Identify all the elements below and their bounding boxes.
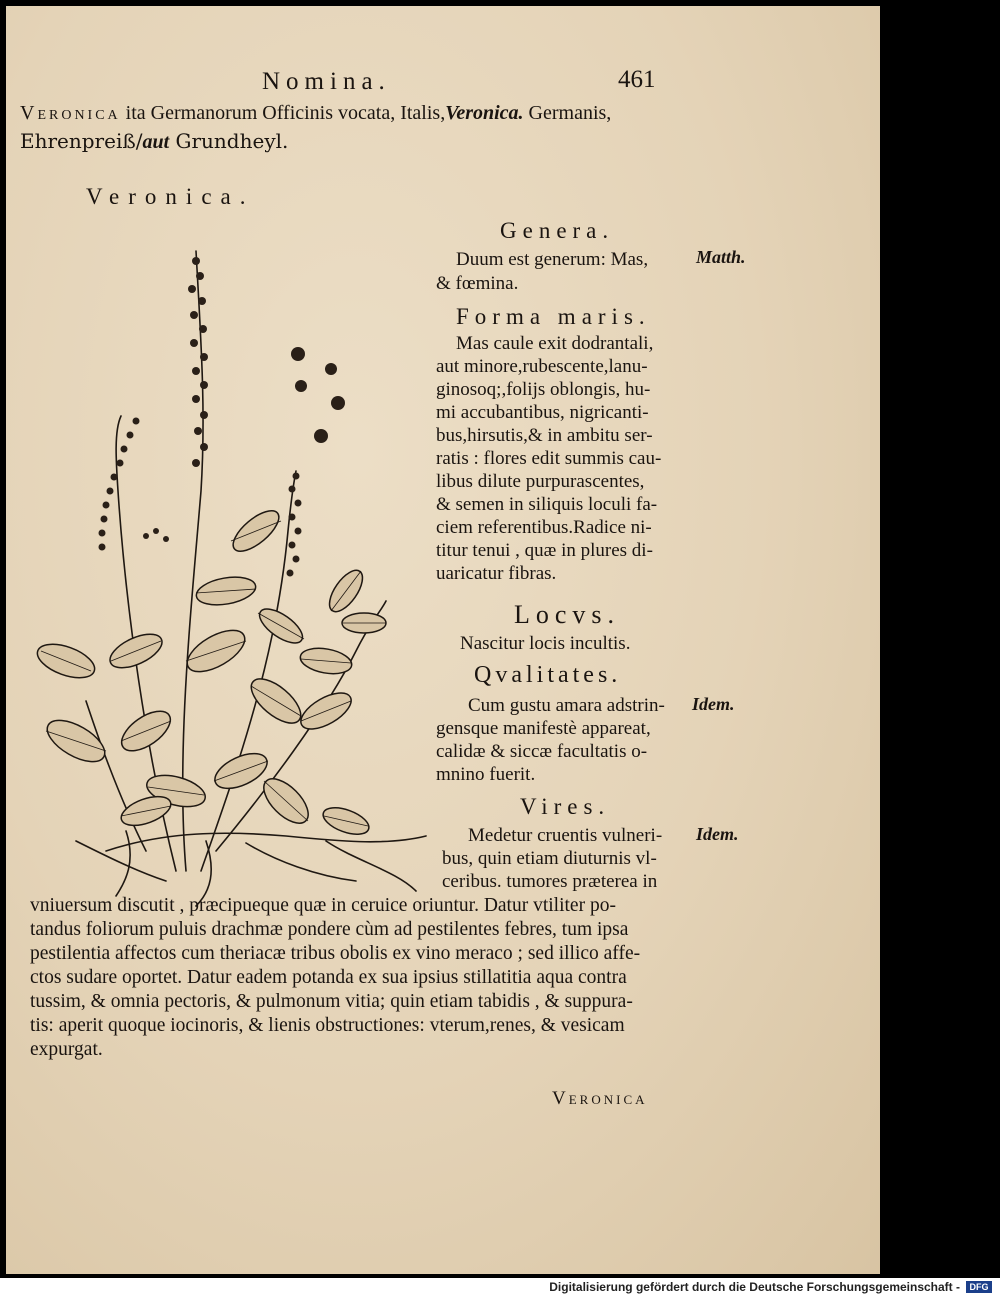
plant-title: Veronica. <box>86 184 255 209</box>
german-name: Ehrenpreiß/ <box>20 129 143 153</box>
vires-full-line: pestilentia affectos cum theriacæ tribus obolis ex vino meraco ; sed illico affe- <box>30 943 641 964</box>
vires-full-line: ctos sudare oportet. Datur eadem potanda ex sua ipsius stillatitia aqua contra <box>30 967 627 988</box>
forma-line: uaricatur fibras. <box>436 563 557 584</box>
catchword: Veronica <box>552 1088 648 1109</box>
footer-text: Digitalisierung gefördert durch die Deutsche Forschungsgemeinschaft - <box>549 1280 960 1294</box>
german-name-2: Grundheyl. <box>169 129 289 153</box>
book-page <box>6 6 880 1274</box>
qualitates-heading: Qvalitates. <box>474 662 622 688</box>
forma-line: mi accubantibus, nigricanti- <box>436 402 649 423</box>
forma-line: ginosoq;,folijs oblongis, hu- <box>436 379 651 400</box>
intro-line-2 <box>20 130 288 154</box>
genera-heading: Genera. <box>500 218 615 243</box>
vires-line: Medetur cruentis vulneri- <box>468 825 663 846</box>
genera-line-2: & fœmina. <box>436 273 519 294</box>
forma-line: Mas caule exit dodrantali, <box>456 333 654 354</box>
qualitates-line: mnino fuerit. <box>436 764 536 785</box>
vires-paragraph <box>442 824 662 893</box>
dfg-logo-icon: DFG <box>966 1281 992 1293</box>
vires-full-line: tandus foliorum puluis drachmæ pondere cùm ad pestilentes febres, tum ipsa <box>30 919 629 940</box>
margin-note-matth: Matth. <box>696 247 746 267</box>
margin-note-idem-2: Idem. <box>696 824 739 844</box>
intro-text: ita Germanorum Officinis vocata, Italis, <box>120 102 446 124</box>
veronica-plant-woodcut-icon <box>26 231 446 911</box>
forma-line: ratis : flores edit summis cau- <box>436 448 662 469</box>
vires-line: bus, quin etiam diuturnis vl- <box>442 848 657 869</box>
locus-heading: Locvs. <box>514 600 621 629</box>
intro-aut: aut <box>142 131 170 153</box>
vires-full-line: tis: aperit quoque iocinoris, & lienis obstructiones: vterum,renes, & vesicam <box>30 1015 625 1036</box>
digitization-footer <box>0 1278 1000 1297</box>
forma-line: bus,hirsutis,& in ambitu ser- <box>436 425 653 446</box>
forma-line: & semen in siliquis loculi fa- <box>436 494 658 515</box>
locus-line-1: Nascitur locis incultis. <box>460 633 631 654</box>
forma-line: titur tenui , quæ in plures di- <box>436 540 653 561</box>
margin-note-idem-1: Idem. <box>692 694 735 714</box>
qualitates-paragraph <box>436 694 665 786</box>
vires-full-line: expurgat. <box>30 1039 103 1060</box>
intro-term: Veronica <box>20 102 121 124</box>
intro-text-2: Germanis, <box>523 102 612 124</box>
qualitates-line: gensque manifestè appareat, <box>436 718 651 739</box>
running-title: Nomina. <box>262 68 391 95</box>
forma-line: libus dilute purpurascentes, <box>436 471 645 492</box>
qualitates-line: calidæ & siccæ facultatis o- <box>436 741 648 762</box>
forma-heading: Forma maris. <box>456 304 651 329</box>
qualitates-line: Cum gustu amara adstrin- <box>468 695 665 716</box>
forma-line: ciem referentibus.Radice ni- <box>436 517 652 538</box>
vires-full-line: tussim, & omnia pectoris, & pulmonum vitia; quin etiam tabidis , & suppura- <box>30 991 633 1012</box>
intro-italian-name: Veronica. <box>445 102 524 124</box>
vires-heading: Vires. <box>520 794 611 819</box>
vires-line: ceribus. tumores præterea in <box>442 871 658 892</box>
forma-line: aut minore,rubescente,lanu- <box>436 356 648 377</box>
genera-line-1: Duum est generum: Mas, <box>456 249 649 270</box>
forma-paragraph <box>436 332 661 585</box>
intro-line-1 <box>20 102 611 125</box>
vires-full-line: vniuersum discutit , præcipueque quæ in ceruice oriuntur. Datur vtiliter po- <box>30 895 616 916</box>
vires-full-paragraph <box>30 894 640 1062</box>
page-number: 461 <box>618 66 656 93</box>
